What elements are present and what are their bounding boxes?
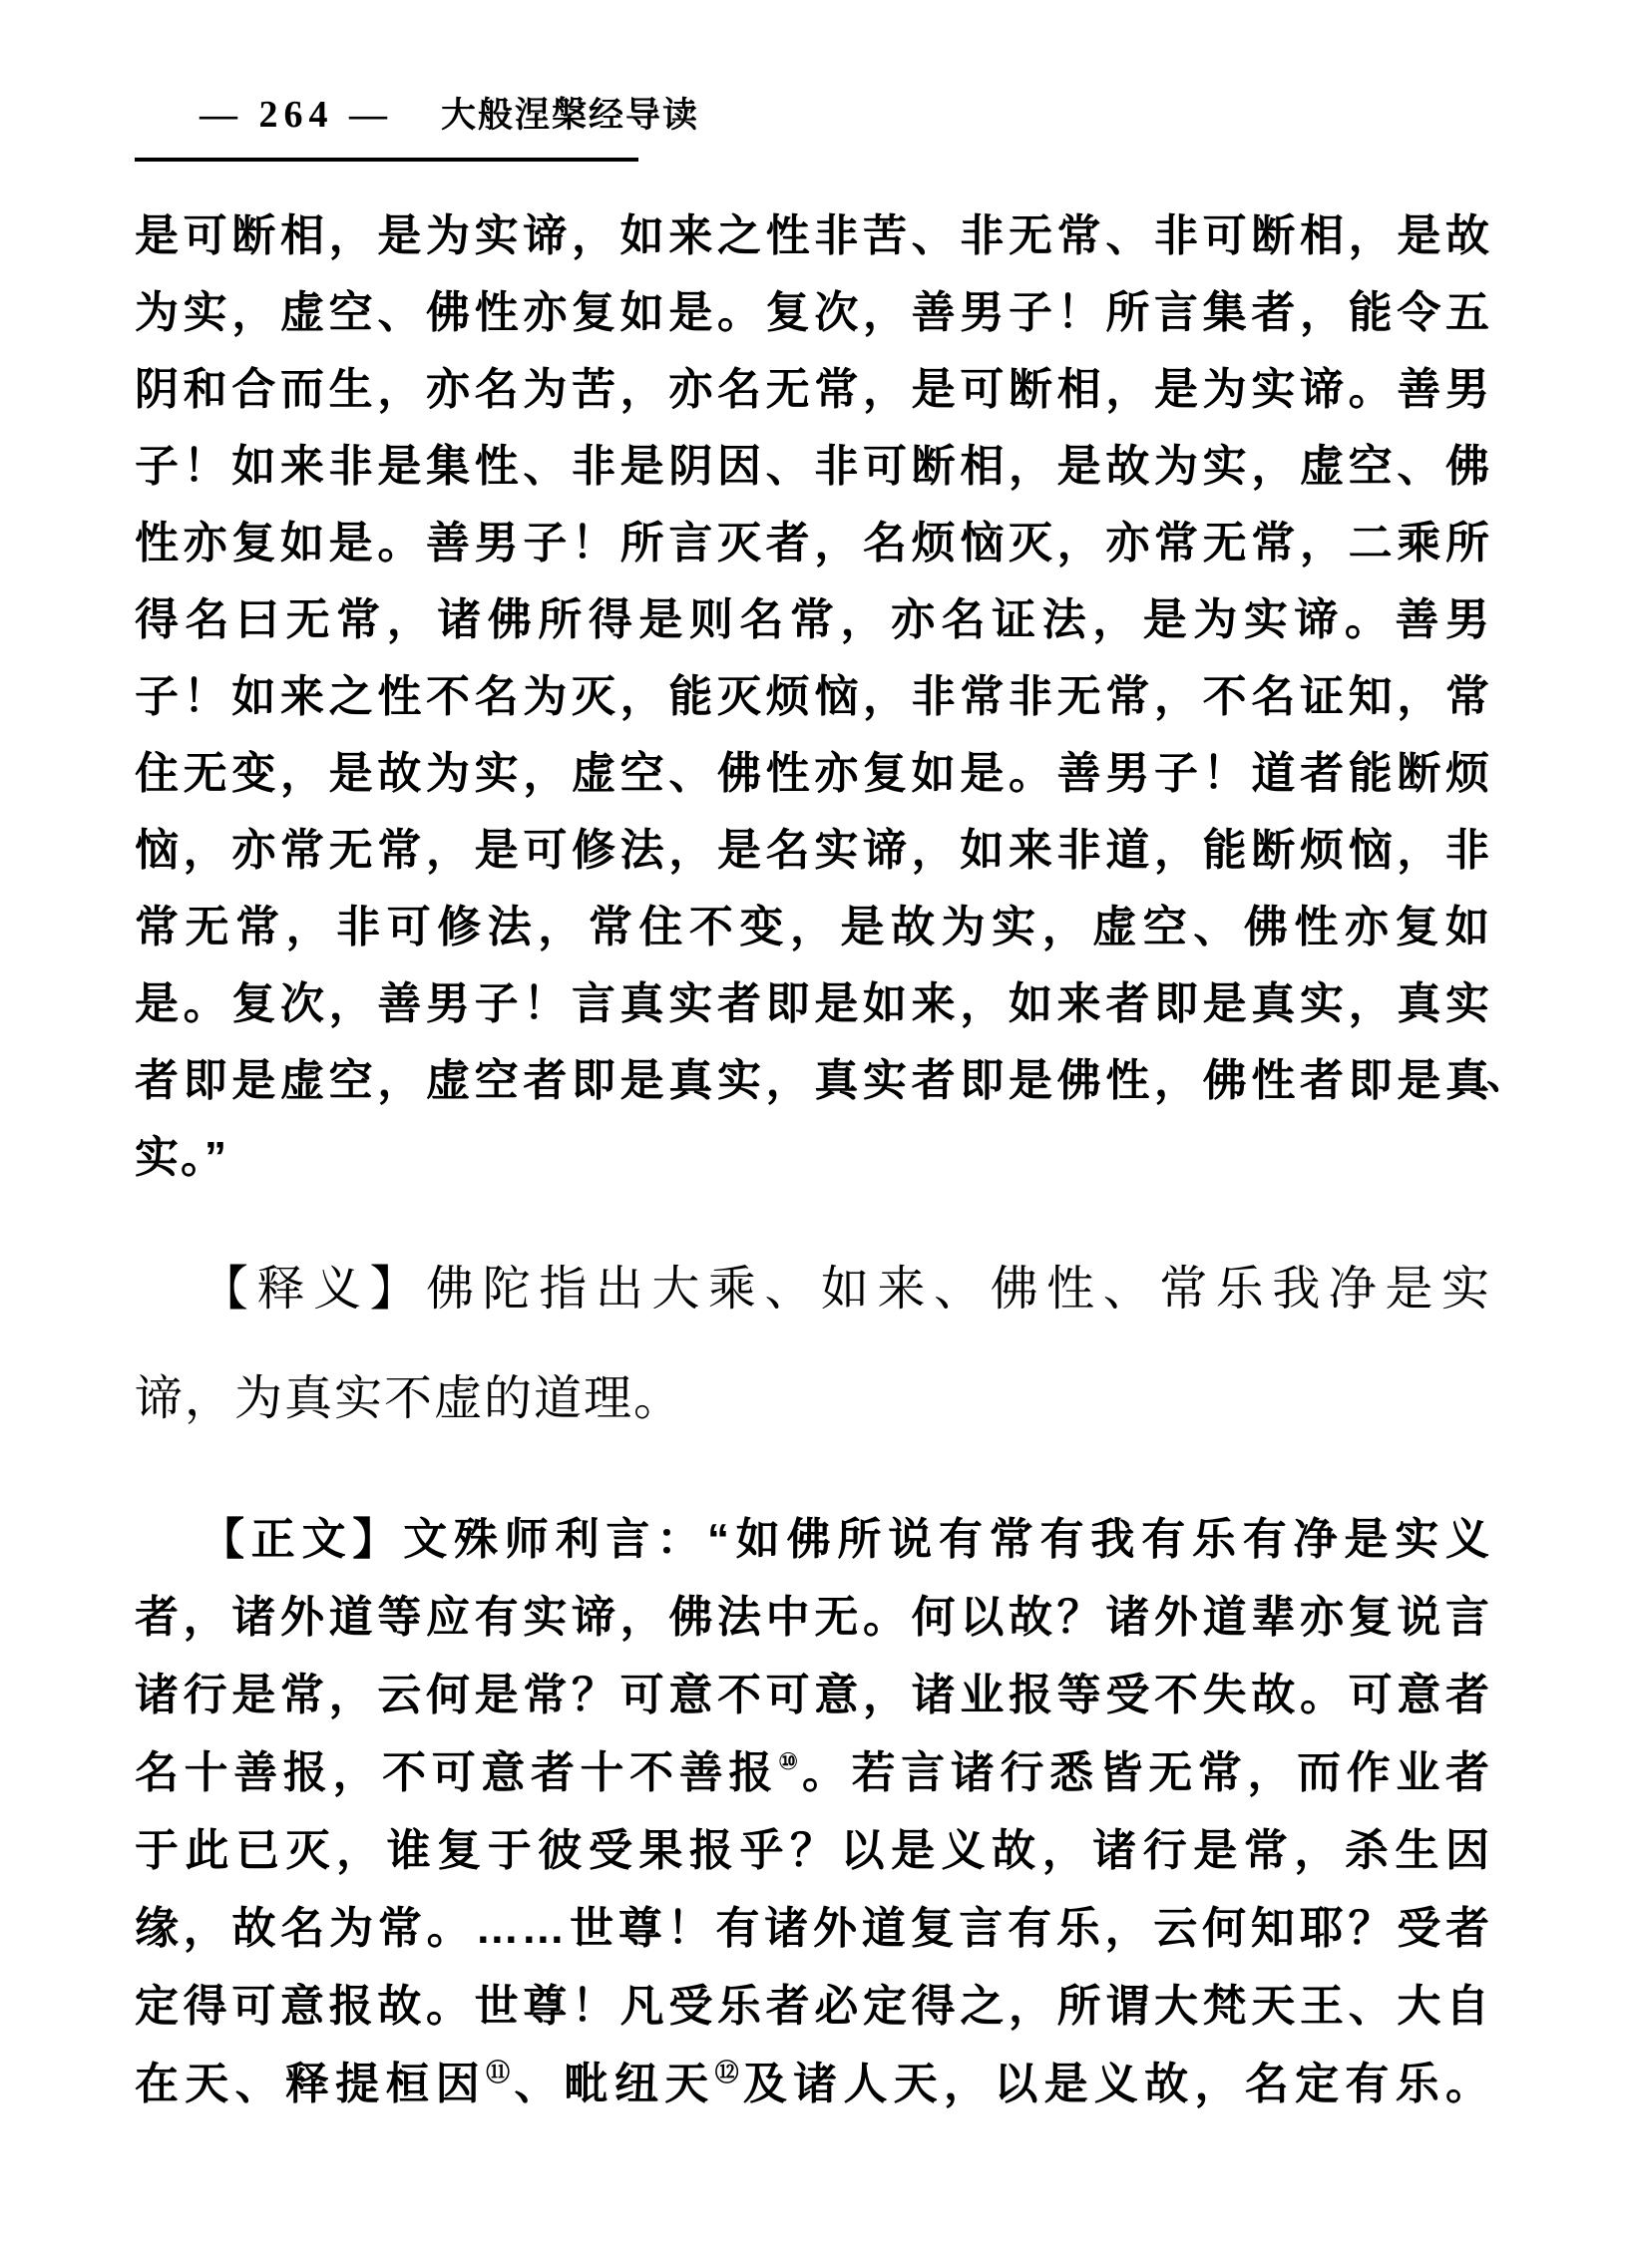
text-line: 子！如来非是集性、非是阴因、非可断相，是故为实，虚空、佛: [135, 442, 1491, 491]
text-segment: 及诸人天，以是义故，名定有乐。: [742, 2060, 1491, 2108]
text-line: 者，诸外道等应有实谛，佛法中无。何以故？诸外道辈亦复说言: [135, 1593, 1491, 1642]
text-line: 住无变，是故为实，虚空、佛性亦复如是。善男子！道者能断烦: [135, 749, 1491, 798]
page-number: — 264 —: [200, 94, 393, 136]
scripture-quote: [135, 197, 1491, 1196]
footnote-marker: ⑩: [778, 1748, 802, 1775]
text-line: 【正文】文殊师利言：“如佛所说有常有我有乐有净是实义: [201, 1515, 1491, 1564]
text-line: 子！如来之性不名为灭，能灭烦恼，非常非无常，不名证知，常: [135, 672, 1491, 721]
text-line: 实。”: [135, 1133, 228, 1182]
text-line: 定得可意报故。世尊！凡受乐者必定得之，所谓大梵天王、大自: [135, 1982, 1491, 2031]
text-line: 是可断相，是为实谛，如来之性非苦、非无常、非可断相，是故: [135, 211, 1491, 260]
text-line: 缘，故名为常。……世尊！有诸外道复言有乐，云何知耶？受者: [135, 1904, 1491, 1953]
text-line: 诸行是常，云何是常？可意不可意，诸业报等受不失故。可意者: [135, 1671, 1491, 1719]
text-segment: 、毗纽天: [514, 2060, 715, 2108]
text-line: 于此已灭，谁复于彼受果报乎？以是义故，诸行是常，杀生因: [135, 1826, 1491, 1875]
text-line: 谛，为真实不虚的道理。: [135, 1372, 684, 1425]
text-line: 为实，虚空、佛性亦复如是。复次，善男子！所言集者，能令五: [135, 288, 1491, 337]
text-line: 【释义】佛陀指出大乘、如来、佛性、常乐我净是实: [201, 1263, 1491, 1316]
stray-punctuation-mark: 、: [1486, 1053, 1526, 1097]
text-line: [135, 1734, 1491, 1812]
shiyi-section: [135, 1235, 1491, 1454]
text-line: 常无常，非可修法，常住不变，是故为实，虚空、佛性亦复如: [135, 903, 1491, 951]
header-rule: [135, 158, 638, 162]
footnote-marker: ⑫: [714, 2060, 743, 2086]
zhengwen-section: [135, 1501, 1491, 2123]
text-line: 得名曰无常，诸佛所得是则名常，亦名证法，是为实谛。善男: [135, 595, 1491, 644]
text-segment: 在天、释提桓因: [135, 2060, 487, 2108]
text-line: 者即是虚空，虚空者即是真实，真实者即是佛性，佛性者即是真: [135, 1056, 1491, 1105]
text-segment: 名十善报，不可意者十不善报: [135, 1748, 779, 1797]
text-line: [135, 2046, 1491, 2123]
book-title: 大般涅槃经导读: [441, 96, 700, 135]
footnote-marker: ⑪: [486, 2060, 515, 2086]
text-line: 阴和合而生，亦名为苦，亦名无常，是可断相，是为实谛。善男: [135, 365, 1491, 414]
text-line: 是。复次，善男子！言真实者即是如来，如来者即是真实，真实: [135, 979, 1491, 1028]
text-line: 恼，亦常无常，是可修法，是名实谛，如来非道，能断烦恼，非: [135, 826, 1491, 875]
page-header: [200, 88, 699, 138]
text-line: 性亦复如是。善男子！所言灭者，名烦恼灭，亦常无常，二乘所: [135, 519, 1491, 567]
text-segment: 。若言诸行悉皆无常，而作业者: [801, 1748, 1491, 1797]
